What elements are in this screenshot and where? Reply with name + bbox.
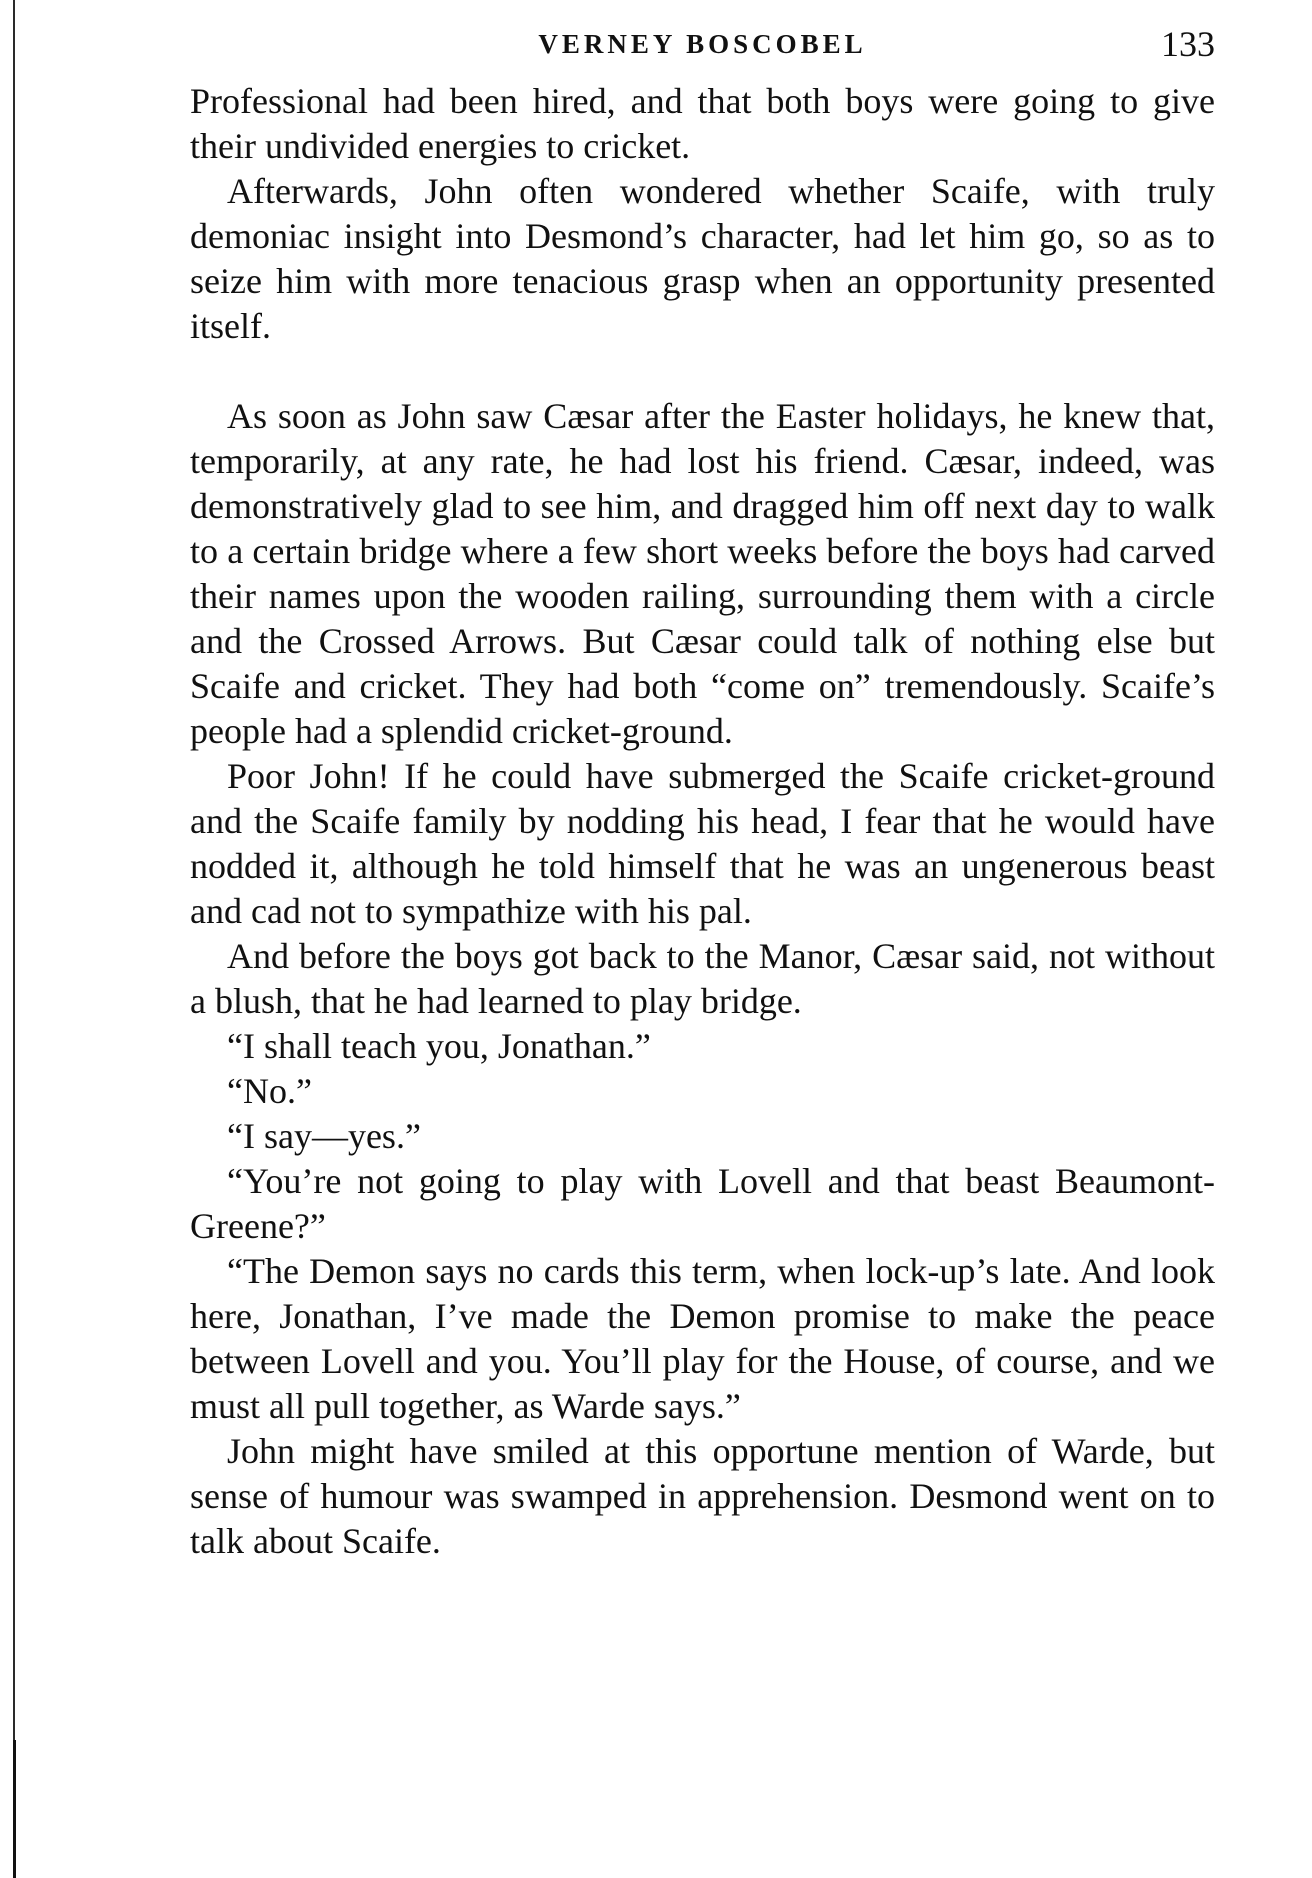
paragraph: As soon as John saw Cæsar after the Easter holidays, he knew that, temporarily, at any rate, he had lost his friend. Cæsar, indeed, was demonstratively glad to see him, and dragged him off next day to walk to a certain bridge where a few short weeks before the boys had carved their names upon the wooden railing, surrounding them with a circle and the Crossed Arrows. But Cæsar could talk of nothing else but Scaife and cricket. They had both “come on” tremendously. Scaife’s people had a splendid cricket-ground. — [190, 396, 1215, 751]
paragraph: Poor John! If he could have submerged the Scaife cricket-ground and the Scaife family by nodding his head, I fear that he would have nodded it, although he told himself that he was an ungenerous beast and cad not to sympathize with his pal. — [190, 756, 1215, 931]
paragraph: John might have smiled at this opportune mention of Warde, but sense of humour was swamped in apprehension. Desmond went on to talk about Scaife. — [190, 1431, 1215, 1561]
paragraph-continuation: Professional had been hired, and that both boys were going to give their undivided energies to cricket. — [190, 81, 1215, 166]
page-number: 133 — [1161, 24, 1215, 64]
section-break — [190, 349, 1215, 394]
paragraph: And before the boys got back to the Manor, Cæsar said, not without a blush, that he had learned to play bridge. — [190, 936, 1215, 1021]
dialogue-line: “The Demon says no cards this term, when lock-up’s late. And look here, Jonathan, I’ve made the Demon promise to make the peace between Lovell and you. You’ll play for the House, of course, and we must all pull together, as Warde says.” — [190, 1251, 1215, 1426]
page-header — [190, 22, 1215, 66]
page-edge-line — [13, 0, 15, 1878]
dialogue-line: “I say—yes.” — [227, 1116, 421, 1156]
page-edge-mark — [13, 1740, 16, 1878]
page-body — [190, 79, 1215, 1564]
paragraph: Afterwards, John often wondered whether Scaife, with truly demoniac insight into Desmond’s character, had let him go, so as to seize him with more tenacious grasp when an opportunity presented itself. — [190, 171, 1215, 346]
dialogue-line: “No.” — [227, 1071, 312, 1111]
dialogue-line: “You’re not going to play with Lovell and that beast Beaumont-Greene?” — [190, 1161, 1215, 1246]
dialogue-line: “I shall teach you, Jonathan.” — [227, 1026, 651, 1066]
running-title: VERNEY BOSCOBEL — [538, 29, 867, 59]
